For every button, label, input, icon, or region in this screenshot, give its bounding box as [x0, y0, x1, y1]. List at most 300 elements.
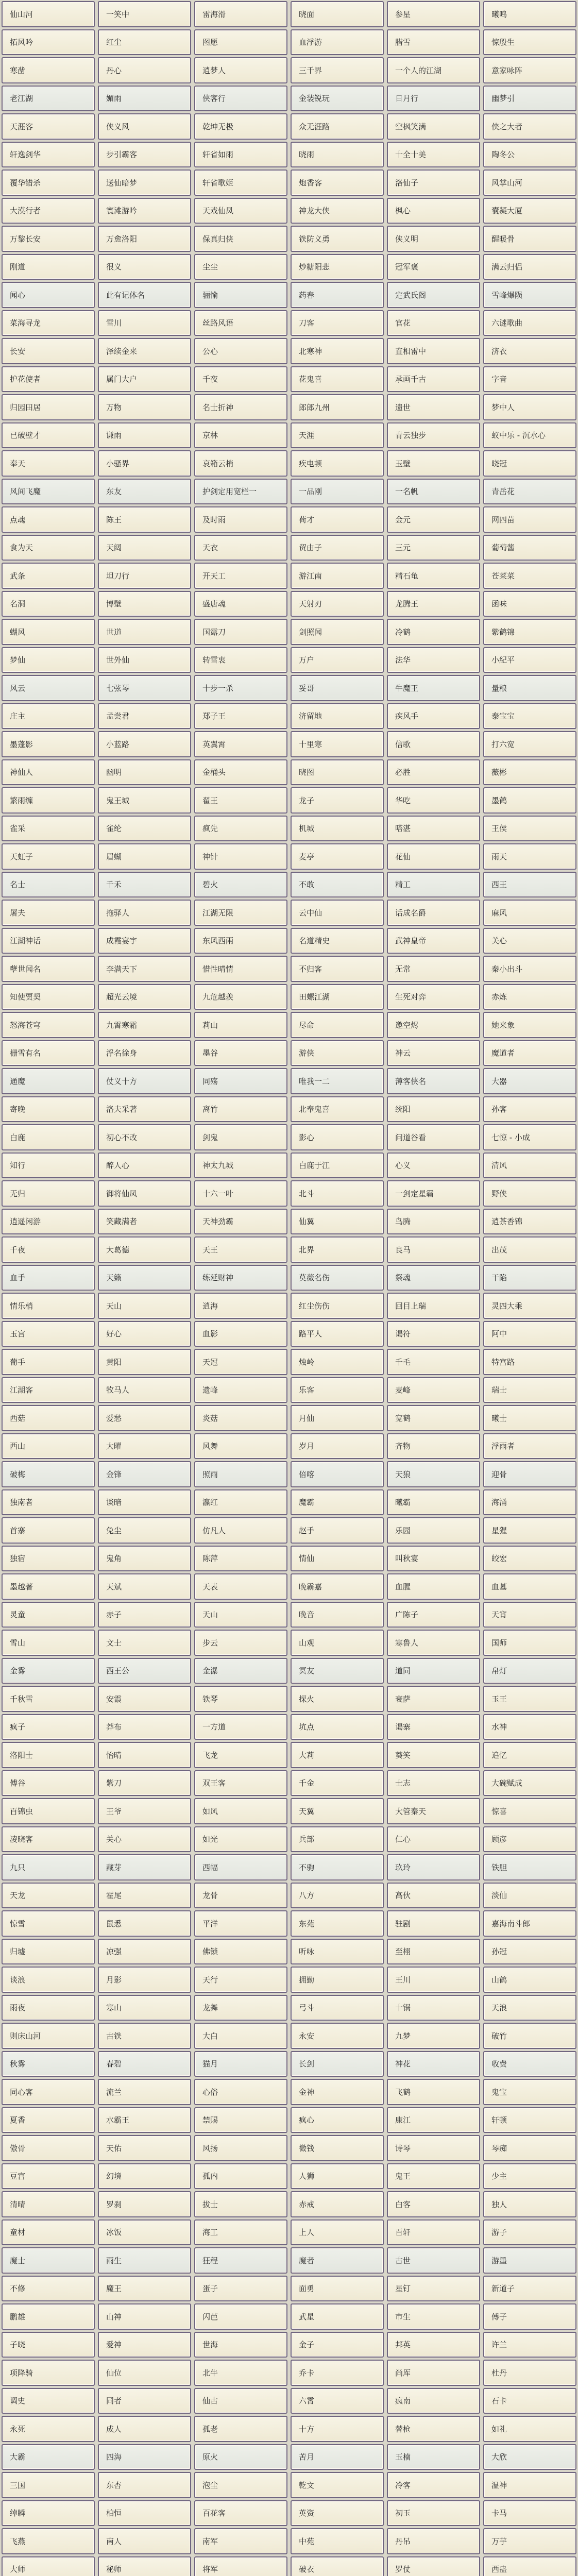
title-button[interactable] — [2, 619, 95, 645]
title-button[interactable] — [98, 1405, 191, 1431]
title-button[interactable] — [194, 282, 287, 308]
title-button[interactable] — [483, 1209, 576, 1235]
title-button[interactable] — [194, 647, 287, 673]
title-button[interactable] — [2, 759, 95, 786]
title-button[interactable] — [291, 2332, 384, 2358]
title-button[interactable] — [291, 2472, 384, 2498]
title-button[interactable] — [291, 170, 384, 196]
title-button[interactable] — [98, 675, 191, 701]
title-button[interactable] — [483, 338, 576, 364]
title-button[interactable] — [98, 619, 191, 645]
title-button[interactable] — [483, 591, 576, 617]
title-button[interactable] — [387, 57, 480, 83]
title-button[interactable] — [387, 1209, 480, 1235]
title-button[interactable] — [194, 422, 287, 449]
title-button[interactable] — [483, 759, 576, 786]
title-button[interactable] — [2, 1714, 95, 1740]
title-button[interactable] — [291, 647, 384, 673]
title-button[interactable] — [291, 1939, 384, 1965]
title-button[interactable] — [291, 2303, 384, 2330]
title-button[interactable] — [194, 2079, 287, 2105]
title-button[interactable] — [387, 1153, 480, 1179]
title-button[interactable] — [387, 1124, 480, 1150]
title-button[interactable] — [387, 1630, 480, 1656]
title-button[interactable] — [291, 619, 384, 645]
title-button[interactable] — [2, 29, 95, 56]
title-button[interactable] — [2, 1349, 95, 1375]
title-button[interactable] — [2, 2276, 95, 2302]
title-button[interactable] — [194, 1489, 287, 1516]
title-button[interactable] — [98, 86, 191, 112]
title-button[interactable] — [483, 310, 576, 336]
title-button[interactable] — [2, 2388, 95, 2414]
title-button[interactable] — [2, 816, 95, 842]
title-button[interactable] — [194, 2023, 287, 2049]
title-button[interactable] — [98, 1124, 191, 1150]
title-button[interactable] — [483, 1, 576, 27]
title-button[interactable] — [194, 86, 287, 112]
title-button[interactable] — [483, 2444, 576, 2470]
title-button[interactable] — [194, 2276, 287, 2302]
title-button[interactable] — [194, 2135, 287, 2161]
title-button[interactable] — [291, 1461, 384, 1487]
title-button[interactable] — [98, 506, 191, 533]
title-button[interactable] — [291, 2191, 384, 2217]
title-button[interactable] — [2, 1798, 95, 1824]
title-button[interactable] — [291, 1573, 384, 1600]
title-button[interactable] — [194, 563, 287, 589]
title-button[interactable] — [291, 563, 384, 589]
title-button[interactable] — [194, 843, 287, 870]
title-button[interactable] — [291, 1658, 384, 1684]
title-button[interactable] — [483, 479, 576, 505]
title-button[interactable] — [2, 1939, 95, 1965]
title-button[interactable] — [98, 1967, 191, 1993]
title-button[interactable] — [387, 2276, 480, 2302]
title-button[interactable] — [2, 113, 95, 140]
title-button[interactable] — [194, 1883, 287, 1909]
title-button[interactable] — [194, 675, 287, 701]
title-button[interactable] — [194, 956, 287, 982]
title-button[interactable] — [483, 1939, 576, 1965]
title-button[interactable] — [2, 366, 95, 393]
title-button[interactable] — [483, 928, 576, 954]
title-button[interactable] — [483, 29, 576, 56]
title-button[interactable] — [2, 1742, 95, 1768]
title-button[interactable] — [2, 1321, 95, 1347]
title-button[interactable] — [98, 1546, 191, 1572]
title-button[interactable] — [2, 1658, 95, 1684]
title-button[interactable] — [98, 984, 191, 1010]
title-button[interactable] — [291, 1489, 384, 1516]
title-button[interactable] — [194, 928, 287, 954]
title-button[interactable] — [291, 956, 384, 982]
title-button[interactable] — [483, 1405, 576, 1431]
title-button[interactable] — [291, 226, 384, 252]
title-button[interactable] — [194, 1714, 287, 1740]
title-button[interactable] — [2, 2219, 95, 2246]
title-button[interactable] — [387, 2163, 480, 2190]
title-button[interactable] — [194, 366, 287, 393]
title-button[interactable] — [98, 2303, 191, 2330]
title-button[interactable] — [98, 1377, 191, 1403]
title-button[interactable] — [194, 2416, 287, 2442]
title-button[interactable] — [483, 1602, 576, 1628]
title-button[interactable] — [2, 1096, 95, 1123]
title-button[interactable] — [98, 1096, 191, 1123]
title-button[interactable] — [194, 1321, 287, 1347]
title-button[interactable] — [98, 2079, 191, 2105]
title-button[interactable] — [291, 1096, 384, 1123]
title-button[interactable] — [291, 928, 384, 954]
title-button[interactable] — [483, 422, 576, 449]
title-button[interactable] — [98, 1686, 191, 1712]
title-button[interactable] — [291, 479, 384, 505]
title-button[interactable] — [483, 1770, 576, 1797]
title-button[interactable] — [194, 703, 287, 730]
title-button[interactable] — [194, 731, 287, 757]
title-button[interactable] — [98, 1995, 191, 2021]
title-button[interactable] — [387, 1854, 480, 1880]
title-button[interactable] — [291, 1236, 384, 1263]
title-button[interactable] — [98, 1349, 191, 1375]
title-button[interactable] — [2, 1461, 95, 1487]
title-button[interactable] — [194, 2388, 287, 2414]
title-button[interactable] — [483, 619, 576, 645]
title-button[interactable] — [483, 563, 576, 589]
title-button[interactable] — [98, 2051, 191, 2077]
title-button[interactable] — [194, 113, 287, 140]
title-button[interactable] — [2, 1040, 95, 1066]
title-button[interactable] — [387, 2500, 480, 2527]
title-button[interactable] — [194, 1180, 287, 1207]
title-button[interactable] — [194, 1461, 287, 1487]
title-button[interactable] — [2, 872, 95, 898]
title-button[interactable] — [194, 170, 287, 196]
title-button[interactable] — [194, 591, 287, 617]
title-button[interactable] — [194, 900, 287, 926]
title-button[interactable] — [194, 1546, 287, 1572]
title-button[interactable] — [291, 29, 384, 56]
title-button[interactable] — [2, 170, 95, 196]
title-button[interactable] — [387, 1489, 480, 1516]
title-button[interactable] — [98, 535, 191, 561]
title-button[interactable] — [387, 1939, 480, 1965]
title-button[interactable] — [194, 1433, 287, 1460]
title-button[interactable] — [194, 1854, 287, 1880]
title-button[interactable] — [194, 2472, 287, 2498]
title-button[interactable] — [387, 2191, 480, 2217]
title-button[interactable] — [291, 1405, 384, 1431]
title-button[interactable] — [483, 226, 576, 252]
title-button[interactable] — [483, 1573, 576, 1600]
title-button[interactable] — [291, 2388, 384, 2414]
title-button[interactable] — [2, 787, 95, 814]
title-button[interactable] — [98, 450, 191, 477]
title-button[interactable] — [387, 1405, 480, 1431]
title-button[interactable] — [2, 1602, 95, 1628]
title-button[interactable] — [387, 928, 480, 954]
title-button[interactable] — [194, 1798, 287, 1824]
title-button[interactable] — [2, 86, 95, 112]
title-button[interactable] — [2, 310, 95, 336]
title-button[interactable] — [387, 900, 480, 926]
title-button[interactable] — [194, 29, 287, 56]
title-button[interactable] — [291, 843, 384, 870]
title-button[interactable] — [2, 1686, 95, 1712]
title-button[interactable] — [387, 422, 480, 449]
title-button[interactable] — [387, 1883, 480, 1909]
title-button[interactable] — [2, 2303, 95, 2330]
title-button[interactable] — [483, 2332, 576, 2358]
title-button[interactable] — [2, 282, 95, 308]
title-button[interactable] — [2, 2556, 95, 2576]
title-button[interactable] — [387, 2135, 480, 2161]
title-button[interactable] — [194, 1377, 287, 1403]
title-button[interactable] — [387, 2107, 480, 2133]
title-button[interactable] — [387, 872, 480, 898]
title-button[interactable] — [2, 1573, 95, 1600]
title-button[interactable] — [2, 2247, 95, 2274]
title-button[interactable] — [387, 535, 480, 561]
title-button[interactable] — [483, 1293, 576, 1319]
title-button[interactable] — [194, 1630, 287, 1656]
title-button[interactable] — [98, 366, 191, 393]
title-button[interactable] — [98, 872, 191, 898]
title-button[interactable] — [2, 2444, 95, 2470]
title-button[interactable] — [2, 1209, 95, 1235]
title-button[interactable] — [483, 1714, 576, 1740]
title-button[interactable] — [483, 731, 576, 757]
title-button[interactable] — [291, 2444, 384, 2470]
title-button[interactable] — [98, 1, 191, 27]
title-button[interactable] — [483, 1153, 576, 1179]
title-button[interactable] — [483, 1967, 576, 1993]
title-button[interactable] — [387, 1293, 480, 1319]
title-button[interactable] — [387, 1517, 480, 1544]
title-button[interactable] — [291, 2219, 384, 2246]
title-button[interactable] — [2, 1546, 95, 1572]
title-button[interactable] — [194, 1040, 287, 1066]
title-button[interactable] — [194, 1209, 287, 1235]
title-button[interactable] — [2, 1180, 95, 1207]
title-button[interactable] — [194, 2528, 287, 2554]
title-button[interactable] — [291, 1714, 384, 1740]
title-button[interactable] — [2, 1883, 95, 1909]
title-button[interactable] — [291, 2247, 384, 2274]
title-button[interactable] — [98, 2191, 191, 2217]
title-button[interactable] — [387, 479, 480, 505]
title-button[interactable] — [2, 2528, 95, 2554]
title-button[interactable] — [2, 2135, 95, 2161]
title-button[interactable] — [194, 2219, 287, 2246]
title-button[interactable] — [291, 816, 384, 842]
title-button[interactable] — [387, 731, 480, 757]
title-button[interactable] — [387, 113, 480, 140]
title-button[interactable] — [291, 1153, 384, 1179]
title-button[interactable] — [2, 843, 95, 870]
title-button[interactable] — [387, 142, 480, 168]
title-button[interactable] — [194, 1742, 287, 1768]
title-button[interactable] — [387, 2303, 480, 2330]
title-button[interactable] — [98, 1321, 191, 1347]
title-button[interactable] — [291, 2528, 384, 2554]
title-button[interactable] — [98, 422, 191, 449]
title-button[interactable] — [98, 338, 191, 364]
title-button[interactable] — [291, 1826, 384, 1853]
title-button[interactable] — [2, 703, 95, 730]
title-button[interactable] — [194, 2444, 287, 2470]
title-button[interactable] — [98, 2276, 191, 2302]
title-button[interactable] — [483, 282, 576, 308]
title-button[interactable] — [387, 619, 480, 645]
title-button[interactable] — [2, 1236, 95, 1263]
title-button[interactable] — [483, 2191, 576, 2217]
title-button[interactable] — [98, 1798, 191, 1824]
title-button[interactable] — [98, 1939, 191, 1965]
title-button[interactable] — [483, 506, 576, 533]
title-button[interactable] — [2, 2472, 95, 2498]
title-button[interactable] — [2, 1854, 95, 1880]
title-button[interactable] — [291, 1602, 384, 1628]
title-button[interactable] — [291, 450, 384, 477]
title-button[interactable] — [387, 1377, 480, 1403]
title-button[interactable] — [2, 2332, 95, 2358]
title-button[interactable] — [98, 759, 191, 786]
title-button[interactable] — [291, 1068, 384, 1094]
title-button[interactable] — [483, 1349, 576, 1375]
title-button[interactable] — [98, 1883, 191, 1909]
title-button[interactable] — [483, 787, 576, 814]
title-button[interactable] — [291, 2023, 384, 2049]
title-button[interactable] — [291, 1798, 384, 1824]
title-button[interactable] — [98, 1770, 191, 1797]
title-button[interactable] — [194, 198, 287, 224]
title-button[interactable] — [194, 2556, 287, 2576]
title-button[interactable] — [2, 2500, 95, 2527]
title-button[interactable] — [98, 394, 191, 420]
title-button[interactable] — [483, 1489, 576, 1516]
title-button[interactable] — [483, 1798, 576, 1824]
title-button[interactable] — [98, 1068, 191, 1094]
title-button[interactable] — [2, 2107, 95, 2133]
title-button[interactable] — [387, 843, 480, 870]
title-button[interactable] — [291, 1265, 384, 1291]
title-button[interactable] — [387, 310, 480, 336]
title-button[interactable] — [483, 2472, 576, 2498]
title-button[interactable] — [194, 1068, 287, 1094]
title-button[interactable] — [483, 450, 576, 477]
title-button[interactable] — [2, 1910, 95, 1937]
title-button[interactable] — [98, 2388, 191, 2414]
title-button[interactable] — [2, 563, 95, 589]
title-button[interactable] — [483, 1068, 576, 1094]
title-button[interactable] — [2, 900, 95, 926]
title-button[interactable] — [2, 1517, 95, 1544]
title-button[interactable] — [483, 2247, 576, 2274]
title-button[interactable] — [2, 2416, 95, 2442]
title-button[interactable] — [98, 2528, 191, 2554]
title-button[interactable] — [2, 506, 95, 533]
title-button[interactable] — [2, 731, 95, 757]
title-button[interactable] — [194, 226, 287, 252]
title-button[interactable] — [194, 57, 287, 83]
title-button[interactable] — [291, 535, 384, 561]
title-button[interactable] — [98, 591, 191, 617]
title-button[interactable] — [194, 1995, 287, 2021]
title-button[interactable] — [483, 2556, 576, 2576]
title-button[interactable] — [98, 29, 191, 56]
title-button[interactable] — [483, 900, 576, 926]
title-button[interactable] — [483, 394, 576, 420]
title-button[interactable] — [387, 956, 480, 982]
title-button[interactable] — [2, 142, 95, 168]
title-button[interactable] — [194, 2332, 287, 2358]
title-button[interactable] — [98, 57, 191, 83]
title-button[interactable] — [2, 1826, 95, 1853]
title-button[interactable] — [483, 1012, 576, 1038]
title-button[interactable] — [483, 703, 576, 730]
title-button[interactable] — [98, 282, 191, 308]
title-button[interactable] — [291, 1546, 384, 1572]
title-button[interactable] — [387, 647, 480, 673]
title-button[interactable] — [194, 1573, 287, 1600]
title-button[interactable] — [483, 2163, 576, 2190]
title-button[interactable] — [98, 647, 191, 673]
title-button[interactable] — [291, 2107, 384, 2133]
title-button[interactable] — [483, 1686, 576, 1712]
title-button[interactable] — [194, 872, 287, 898]
title-button[interactable] — [2, 1433, 95, 1460]
title-button[interactable] — [387, 2360, 480, 2386]
title-button[interactable] — [291, 422, 384, 449]
title-button[interactable] — [2, 2079, 95, 2105]
title-button[interactable] — [2, 422, 95, 449]
title-button[interactable] — [387, 2388, 480, 2414]
title-button[interactable] — [98, 2107, 191, 2133]
title-button[interactable] — [387, 1686, 480, 1712]
title-button[interactable] — [291, 1293, 384, 1319]
title-button[interactable] — [194, 2163, 287, 2190]
title-button[interactable] — [194, 2247, 287, 2274]
title-button[interactable] — [387, 2023, 480, 2049]
title-button[interactable] — [194, 1939, 287, 1965]
title-button[interactable] — [194, 1096, 287, 1123]
title-button[interactable] — [387, 1096, 480, 1123]
title-button[interactable] — [98, 1910, 191, 1937]
title-button[interactable] — [291, 254, 384, 280]
title-button[interactable] — [291, 900, 384, 926]
title-button[interactable] — [98, 1461, 191, 1487]
title-button[interactable] — [98, 1602, 191, 1628]
title-button[interactable] — [387, 254, 480, 280]
title-button[interactable] — [2, 647, 95, 673]
title-button[interactable] — [291, 1377, 384, 1403]
title-button[interactable] — [483, 1180, 576, 1207]
title-button[interactable] — [194, 984, 287, 1010]
title-button[interactable] — [483, 1040, 576, 1066]
title-button[interactable] — [98, 1658, 191, 1684]
title-button[interactable] — [483, 113, 576, 140]
title-button[interactable] — [483, 2051, 576, 2077]
title-button[interactable] — [483, 843, 576, 870]
title-button[interactable] — [291, 1770, 384, 1797]
title-button[interactable] — [387, 2556, 480, 2576]
title-button[interactable] — [2, 535, 95, 561]
title-button[interactable] — [291, 787, 384, 814]
title-button[interactable] — [2, 1377, 95, 1403]
title-button[interactable] — [194, 1, 287, 27]
